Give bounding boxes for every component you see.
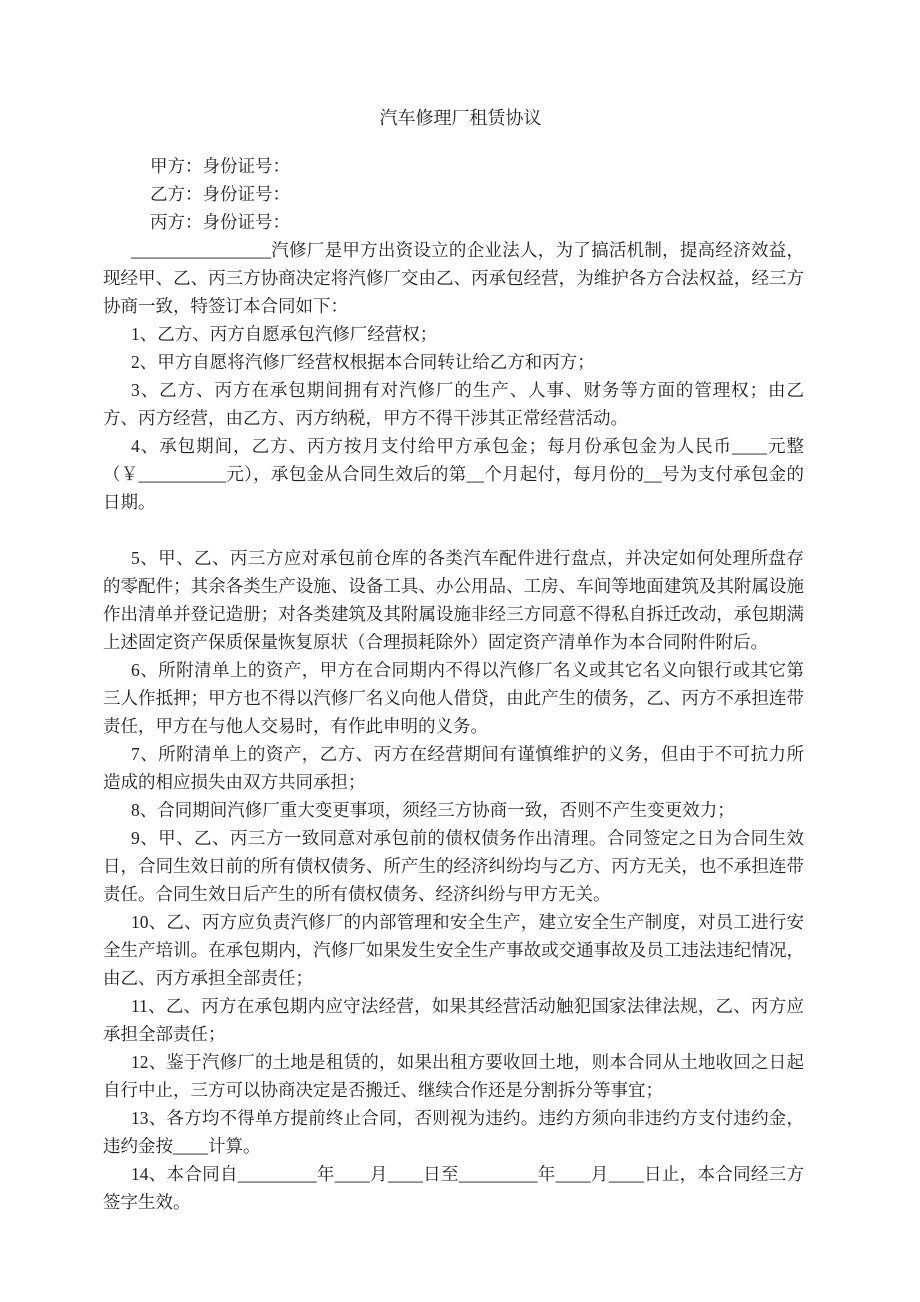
clause-11: 11、乙、丙方在承包期内应守法经营，如果其经营活动触犯国家法律法规，乙、丙方应承担全部责任； <box>103 996 804 1044</box>
clause-12: 12、鉴于汽修厂的土地是租赁的，如果出租方要收回土地，则本合同从土地收回之日起自行中止，三方可以协商决定是否搬迁、继续合作还是分割拆分等事宜； <box>103 1052 804 1100</box>
clause-8: 8、合同期间汽修厂重大变更事项，须经三方协商一致，否则不产生变更效力； <box>131 800 735 820</box>
clause-1: 1、乙方、丙方自愿承包汽修厂经营权； <box>131 324 438 344</box>
clause-2: 2、甲方自愿将汽修厂经营权根据本合同转让给乙方和丙方； <box>131 352 595 372</box>
party-c-line: 丙方：身份证号： <box>150 212 290 232</box>
party-b-line: 乙方：身份证号： <box>150 184 290 204</box>
preamble-paragraph: ________________汽修厂是甲方出资设立的企业法人，为了搞活机制，提高经济效益，现经甲、乙、丙三方协商决定将汽修厂交由乙、丙承包经营，为维护各方合法权益，经三方协商一致，特签订本合同如下： <box>103 240 804 316</box>
clause-3: 3、乙方、丙方在承包期间拥有对汽修厂的生产、人事、财务等方面的管理权；由乙方、丙方经营，由乙方、丙方纳税，甲方不得干涉其正常经营活动。 <box>103 380 804 428</box>
clause-7: 7、所附清单上的资产，乙方、丙方在经营期间有谨慎维护的义务，但由于不可抗力所造成的相应损失由双方共同承担； <box>103 744 804 792</box>
clause-10: 10、乙、丙方应负责汽修厂的内部管理和安全生产，建立安全生产制度，对员工进行安全生产培训。在承包期内，汽修厂如果发生安全生产事故或交通事故及员工违法违纪情况，由乙、丙方承担全部责任； <box>103 912 804 988</box>
clause-6: 6、所附清单上的资产，甲方在合同期内不得以汽修厂名义或其它名义向银行或其它第三人作抵押；甲方也不得以汽修厂名义向他人借贷，由此产生的债务，乙、丙方不承担连带责任，甲方在与他人交易时，有作此申明的义务。 <box>103 660 804 736</box>
contract-title: 汽车修理厂租赁协议 <box>379 108 542 128</box>
blank-line <box>103 516 804 544</box>
clause-5: 5、甲、乙、丙三方应对承包前仓库的各类汽车配件进行盘点，并决定如何处理所盘存的零配件；其余各类生产设施、设备工具、办公用品、工房、车间等地面建筑及其附属设施作出清单并登记造册；对各类建筑及其附属设施非经三方同意不得私自拆迁改动，承包期满上述固定资产保质保量恢复原状（合理损耗除外）固定资产清单作为本合同附件附后。 <box>103 548 804 652</box>
clause-14: 14、本合同自_________年____月____日至_________年____月____日止，本合同经三方签字生效。 <box>103 1164 804 1212</box>
clause-9: 9、甲、乙、丙三方一致同意对承包前的债权债务作出清理。合同签定之日为合同生效日，合同生效日前的所有债权债务、所产生的经济纠纷均与乙方、丙方无关，也不承担连带责任。合同生效日后产生的所有债权债务、经济纠纷与甲方无关。 <box>103 828 804 904</box>
clause-13: 13、各方均不得单方提前终止合同，否则视为违约。违约方须向非违约方支付违约金，违约金按____计算。 <box>103 1108 804 1156</box>
party-a-line: 甲方：身份证号： <box>150 156 290 176</box>
clause-4: 4、承包期间，乙方、丙方按月支付给甲方承包金；每月份承包金为人民币____元整（￥__________元），承包金从合同生效后的第__个月起付，每月份的__号为支付承包金的日期。 <box>103 436 804 512</box>
